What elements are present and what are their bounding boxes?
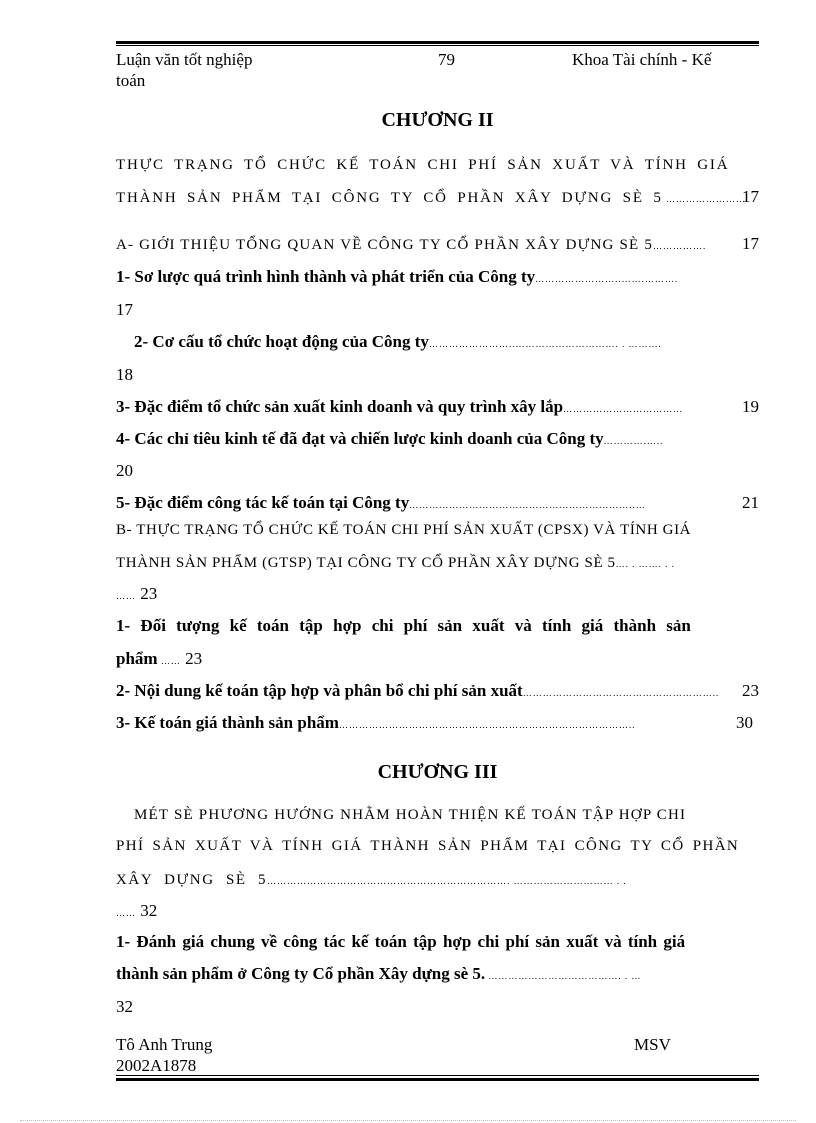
section-b-page-line: …… 23 xyxy=(116,584,158,603)
page-ref: 30 xyxy=(736,713,753,732)
toc-entry-chapter-3-intro[interactable]: XÂY DỰNG SÈ 5………………………………………………………………. ………………………… . . xyxy=(116,872,627,888)
a5-text: 5- Đặc điểm công tác kế toán tại Công ty xyxy=(116,493,410,512)
c1-line2-row: thành sản phẩm ở Công ty Cổ phần Xây dựng sè 5. …………………………………. . … xyxy=(116,964,642,983)
header-right-department: Khoa Tài chính - Kế xyxy=(572,50,712,69)
chapter-3-intro-line3: XÂY DỰNG SÈ 5 xyxy=(116,872,268,888)
header-page-number: 79 xyxy=(438,50,455,69)
toc-entry-c1[interactable] xyxy=(116,932,759,952)
a4-text: 4- Các chỉ tiêu kinh tế đã đạt và chiến lược kinh doanh của Công ty xyxy=(116,429,604,448)
c1-page: 32 xyxy=(116,997,133,1016)
toc-entry-a1[interactable]: 1- Sơ lược quá trình hình thành và phát triển của Công ty……………………..…….………. xyxy=(116,267,679,286)
a1-page: 17 xyxy=(116,300,133,319)
toc-entry-a3[interactable]: 3- Đặc điểm tổ chức sản xuất kinh doanh và quy trình xây lắp……………………………... 19 xyxy=(116,397,759,416)
section-b-line1: B- THỰC TRẠNG TỔ CHỨC KẾ TOÁN CHI PHÍ SẢN XUẤT (CPSX) VÀ TÍNH GIÁ xyxy=(116,522,692,538)
header-left-title: Luận văn tốt nghiệp xyxy=(116,50,253,69)
footer-rule xyxy=(116,1075,759,1081)
chapter-3-intro-line1: MÉT SÈ PHƯƠNG HƯỚNG NHẰM HOÀN THIỆN KẾ TOÁN TẬP HỢP CHI xyxy=(134,807,687,823)
footer-msv-label: MSV xyxy=(634,1035,671,1054)
toc-entry-section-b[interactable]: THÀNH SẢN PHẨM (GTSP) TẠI CÔNG TY CỔ PHẦN XÂY DỰNG SÈ 5…. . ……. . . xyxy=(116,555,675,571)
header-rule xyxy=(116,41,759,46)
page-ref: 19 xyxy=(742,397,759,416)
toc-entry-b1[interactable] xyxy=(116,616,759,636)
a4-page: 20 xyxy=(116,461,133,480)
c1-line1: 1- Đánh giá chung về công tác kế toán tập hợp chi phí sản xuất và tính giá xyxy=(116,932,686,951)
chapter-2-title: CHƯƠNG II xyxy=(381,109,494,131)
page-ref: 17 xyxy=(742,187,759,206)
page-ref: 17 xyxy=(742,234,759,253)
page-ref: 32 xyxy=(140,901,158,920)
page-ref: 21 xyxy=(742,493,759,512)
page-bottom-border xyxy=(20,1120,796,1121)
a2-page: 18 xyxy=(116,365,133,384)
chapter-2-intro-line2: THÀNH SẢN PHẨM TẠI CÔNG TY CỔ PHẦN XÂY DỰNG SÈ 5 xyxy=(116,190,663,206)
chapter-2-intro-line1: THỰC TRẠNG TỔ CHỨC KẾ TOÁN CHI PHÍ SẢN XUẤT VÀ TÍNH GIÁ xyxy=(116,157,730,173)
b1-page-line: phẩm …… 23 xyxy=(116,649,203,668)
section-b-line2: THÀNH SẢN PHẨM (GTSP) TẠI CÔNG TY CỔ PHẦN XÂY DỰNG SÈ 5 xyxy=(116,555,616,571)
page-ref: 23 xyxy=(185,649,203,668)
page-ref: 23 xyxy=(742,681,759,700)
b1-line2: phẩm xyxy=(116,649,158,668)
a3-text: 3- Đặc điểm tổ chức sản xuất kinh doanh và quy trình xây lắp xyxy=(116,397,564,416)
header-left-title-cont: toán xyxy=(116,71,146,90)
toc-entry-a5[interactable]: 5- Đặc điểm công tác kế toán tại Công ty…………………………………………………………..… 21 xyxy=(116,493,759,512)
toc-entry-chapter-2-intro[interactable]: THÀNH SẢN PHẨM TẠI CÔNG TY CỔ PHẦN XÂY DỰNG SÈ 5 …………………… 17 xyxy=(116,187,759,206)
chapter-3-page-line: …… 32 xyxy=(116,901,158,920)
footer-student-id: 2002A1878 xyxy=(116,1056,197,1075)
page-ref: 23 xyxy=(140,584,158,603)
a2-text: 2- Cơ cấu tổ chức hoạt động của Công ty xyxy=(134,332,429,351)
toc-entry-a4[interactable]: 4- Các chỉ tiêu kinh tế đã đạt và chiến lược kinh doanh của Công ty………….….. xyxy=(116,429,664,448)
a1-text: 1- Sơ lược quá trình hình thành và phát triển của Công ty xyxy=(116,267,536,286)
toc-entry-section-a[interactable]: A- GIỚI THIỆU TỔNG QUAN VỀ CÔNG TY CỔ PHẦN XÂY DỰNG SÈ 5……………. 17 xyxy=(116,234,759,253)
toc-entry-b3[interactable]: 3- Kế toán giá thành sản phẩm…………………………………………………………………………….. 30 xyxy=(116,713,753,732)
chapter-3-intro-line2: PHÍ SẢN XUẤT VÀ TÍNH GIÁ THÀNH SẢN PHẨM TẠI CÔNG TY CỔ PHẦN xyxy=(116,838,740,854)
c1-line2: thành sản phẩm ở Công ty Cổ phần Xây dựng sè 5. xyxy=(116,964,486,983)
toc-entry-a2[interactable]: 2- Cơ cấu tổ chức hoạt động của Công ty……………………..…………………………. . ………. xyxy=(134,332,662,351)
b1-line1: 1- Đối tượng kế toán tập hợp chi phí sản xuất và tính giá thành sản xyxy=(116,616,691,635)
toc-entry-b2[interactable]: 2- Nội dung kế toán tập hợp và phân bổ chi phí sản xuất………………………………………………….. 23 xyxy=(116,681,759,700)
b2-text: 2- Nội dung kế toán tập hợp và phân bổ chi phí sản xuất xyxy=(116,681,523,700)
footer-student-name: Tô Anh Trung xyxy=(116,1035,213,1054)
chapter-3-title: CHƯƠNG III xyxy=(377,761,498,783)
section-a-text: A- GIỚI THIỆU TỔNG QUAN VỀ CÔNG TY CỔ PHẦN XÂY DỰNG SÈ 5 xyxy=(116,237,654,253)
b3-text: 3- Kế toán giá thành sản phẩm xyxy=(116,713,339,732)
